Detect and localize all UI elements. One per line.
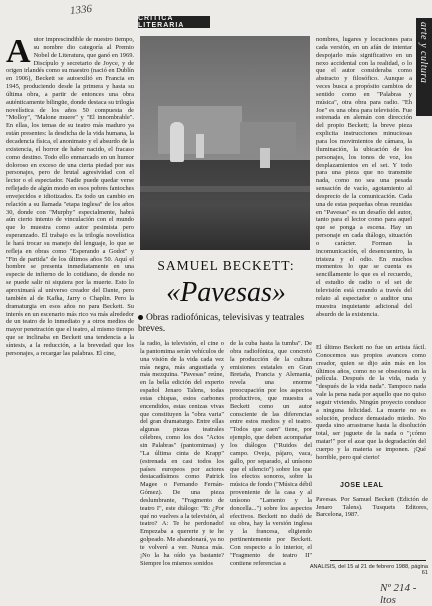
- handwritten-note-bottom: Nº 214 - ltos: [380, 582, 417, 606]
- article-column-4-bottom: [316, 344, 426, 469]
- article-column-3: [230, 340, 312, 584]
- article-headline: «Pavesas»: [166, 277, 286, 308]
- article-column-1: [6, 36, 134, 584]
- publication-footer: ANALISIS, del 15 al 21 de febrero 1988, página 61: [309, 564, 428, 576]
- column-4-bottom-text: El último Beckett no fue un artista fácil. Conocemos sus propios avances como creador, quien se dijo aún más en los últimos años, como no se obsesiona en la película. Después de la vida, nada y "después de la vida nada". Tampoco nada vale la pena nada por aquello que no quiso seguir viviendo. Ningún proyecto conduce a ninguna felicidad. La muerte no es solución, produce demasiado miedo. No queda sino arrastrarse hasta la disolución total, ser juguete de la nada o "¡cómo matar!" por el azar que la degradación del cuerpo y la materia se imponen. ¡Qué horrible, pero qué cierto!: [316, 344, 426, 461]
- column-1-text: utor imprescindible de nuestro tiempo, su nombre dio categoría al Premio Nobel de Literatura, que ganó en 1969. Discípulo y secretario de Joyce, y de origen irlandés como su maestro (nació en Dublín en 1906), Beckett se autoexilió en Francia en 1945, produciendo desde la primera y hasta su última obra, a partir de entonces una obra auténticamente bilingüe, donde destaca su trilogía novelística de los años 50 compuesta de "Molloy", "Malone muere" y "El innombrable". En ellas, los temas de su teatro más maduro ya están presentes: la desdicha de la vida humana, la decadencia física, el anonimato y el absurdo de la existencia, el horror de haber nacido, el fracaso como destino. Todo ello enmarcado en un humor doloroso en exceso de una cierta piedad por sus personajes, pero de brutal agresividad con el lector o el espectador. Nadie puede quedar verse reflejado de algún modo en esos pobres fantoches envejecidos e idiotizados. Es todo un cambio en relación a su llamada "etapa inglesa" de los años 30, donde con "Murphy" especialmente, habrá aún cierto intento de vinculación con el mundo que lo muestra como autor pesimista pero esperanzado. El trabajo es la trilogía novelística le hará trocar su manejo del lenguaje, lo que se refleja en obras como "Esperando a Godot" y "Fin de partida" de los últimos años 50. Aquí el hombre se presenta inmediatamente en una especie de infierno de lo cotidiano, de donde no se puede salir ni siquiera por la muerte. Esto lo aproximará al universo creador del Dante, pero también al de Kafka, Jarry o Chaplin. Pero la dramaturgia en esos años no para Beckett. Su interés en un escenario más rico va más alrededor de un teatro de lo inmediato y a otros medios de mayor penetración que el teatro, al mismo tiempo que se inclinaba en Beckett una tendencia a la síntesis, a la reducción, a la brevedad que los personajes, a recargar las palabras. El cine,: [6, 36, 134, 357]
- drop-cap: A: [6, 36, 31, 70]
- column-3-text: de la cuba hasta la tumba". De obra radiofónica, que concretó la producción de la cultura emisiones estatales en Gran Bretaña, Francia y Alemania, revela una enorme preocupación por los aspectos productivos, que muestra a Beckett como un autor consciente de las diferencias entre estos medios y el teatro. "Todos que caen" tiene, por ejemplo, que deben acompañar los diálogos ("Ruidos del campo. Oveja, pájaro, vaca, gallo, por separado, al unísono que el silencio") sobre los que los efectos sonoros, sobre la música de fondo ("Música débil proveniente de la casa y al unísono "Lamento y la doncella...") sobre los aspectos efectivos. Beckett no dudó de su obra, hay la versión inglesa y la francesa, eligiendo pertinentemente por Beckett. Con respecto a lo interior, el "Fragmento de teatro II" contiene referencias a: [230, 340, 312, 567]
- book-reference: Pavesas. Por Samuel Beckett (Edición de Jenaro Talens). Tusquets Editores, Barcelona, 1987.: [316, 496, 428, 519]
- article-photo: [140, 36, 310, 250]
- handwritten-note-top: 1336: [69, 2, 93, 18]
- photo-ground: [140, 160, 310, 250]
- article-column-2: [140, 340, 224, 584]
- author-signature: JOSE LEAL: [340, 482, 384, 489]
- article-byline: SAMUEL BECKETT:: [157, 258, 295, 273]
- article-subheadline: [138, 313, 314, 335]
- article-column-4-top: [316, 36, 412, 336]
- footer-rule: [330, 560, 426, 561]
- photo-figure-2: [196, 134, 204, 158]
- section-label: CRITICA LITERARIA: [138, 16, 210, 28]
- side-section-label: arte y cultura: [418, 22, 429, 84]
- column-4-top-text: nombres, lugares y locuciones para cada versión, en un afán de intentar despojarlo más significativo en un nexo accidental con la realidad, o lo que el autor consideraba como abstracto y filosófico. Aunque a veces busca a propósito cambios de sentido como en "Palabras y música", otra obra para radio. "Eh Joe" es una obra para televisión. Fue estrenada en alemán con dirección del propio Beckett; la breve pieza explicita instrucciones minuciosas para los movimientos de cámara, la iluminación, la ubicación de los personajes, los tonos de voz, los desplazamientos en el set. Y todo para una pieza que no transmite nada, como no sea una pesada sensación de vacío, agotamiento al desprecio de la comunicación. Cada una de estas pequeñas obras reunidas en "Pavesas" es un desafío del autor, tanto para el lector como para aquel que se ponga a escena. Hay un personaje en cada diálogo, situación o carácter. Forman la incomunicación, el desencuentro, la tristeza y el odio. En muchos momentos lo que se cuenta es sencillamente lo que es el recuerdo, el estudio de radio o el set de televisión está creando a través del relato al espectador o auditor una muestra inquietante adicional del absurdo de la existencia.: [316, 36, 412, 318]
- side-section-strip: [416, 18, 432, 116]
- photo-figure: [170, 122, 184, 162]
- column-2-text: la radio, la televisión, el cine o la pantomima serán vehículos de una visión de la vida cada vez más negra, más angustiada y más mezquina. "Pavesas" reúne, en la bella edición del experto español Jenaro Talens, todas estas chispas, estos carbones encendidos, estas cenizas vivas que constituyen la "obra varia" del gran dramaturgo. Entre ellas algunas piezas teatrales célebres, como los dos "Actos sin Palabras" (pantomimas) y "La última cinta de Krapp" (estrenada en casi todos los países europeos por actores destacadísimos como Patrick Magee o Fernando Fernán-Gómez). De una pieza deslumbrante, "Fragmento de teatro I", este diálogo: "B: ¿Por qué no vuelves a la televisión, al teatro? A: Te he perdonado! Empezaba a quererte y te he golpeado. Me abandonará, ya no te volveré a ver. Nunca más. ¡No la ha oído ya bastante? Siempre los mismos sonidos: [140, 340, 224, 567]
- subheadline-text: Obras radiofónicas, televisivas y teatrales breves.: [138, 313, 305, 334]
- photo-fence: [140, 186, 310, 192]
- bullet-icon: [138, 315, 143, 320]
- photo-figure-3: [260, 148, 270, 168]
